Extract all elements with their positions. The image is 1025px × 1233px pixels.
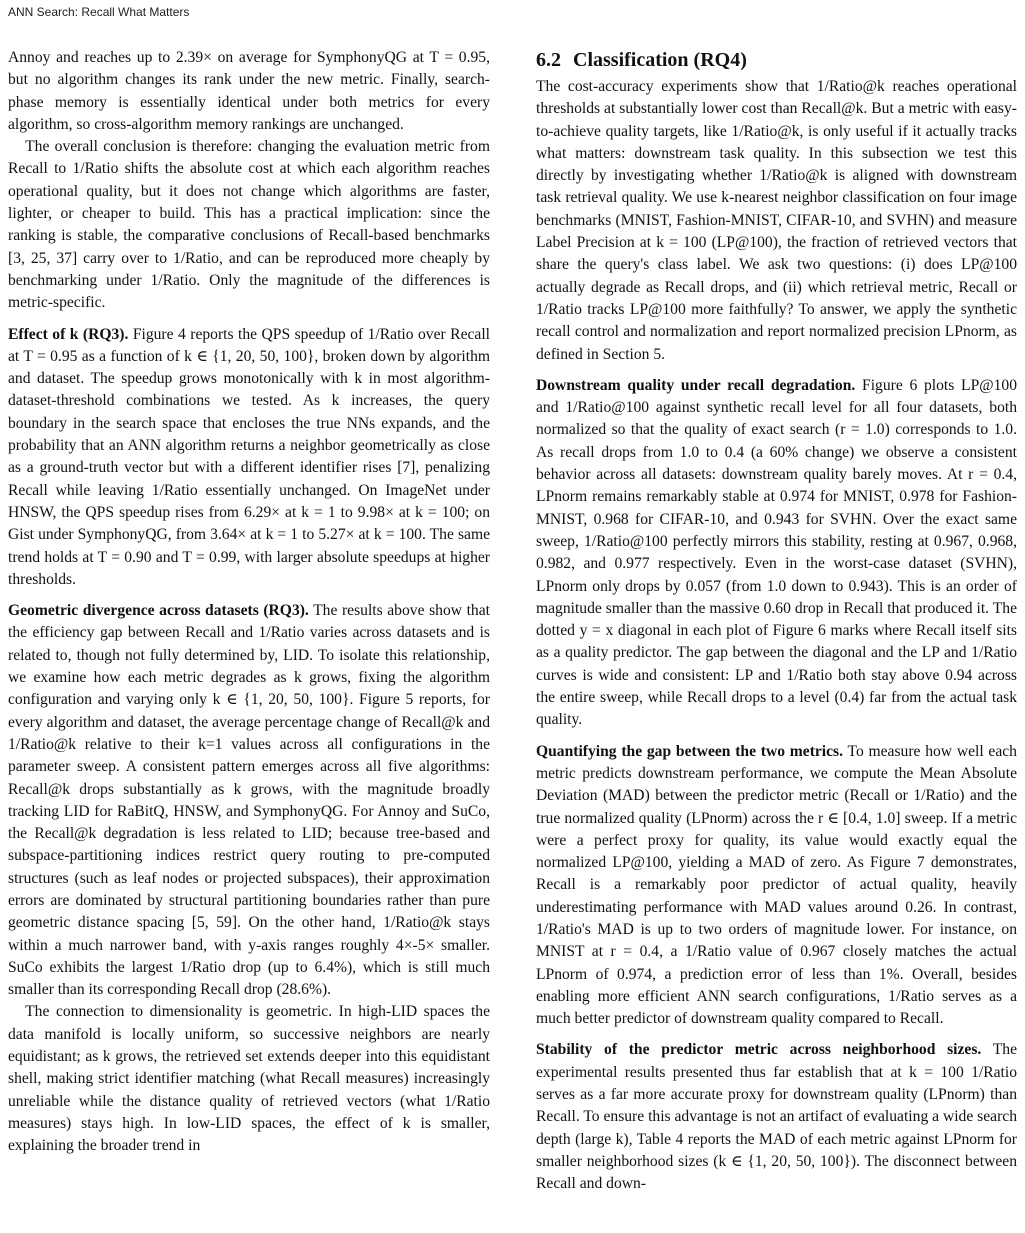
section-number: 6.2 [536,49,561,71]
effect-of-k-text: Figure 4 reports the QPS speedup of 1/Ratio over Recall at T = 0.95 as a function of k ∈ {1, 20, 50, 100}, broken down by algorithm and dataset. The speedup grows monotonically with k in most algorithm-dataset-threshold combinations we tested. As k increases, the query boundary in the search space that encloses the true NNs expands, and the probability that an ANN algorithm returns a neighbor geometrically as close as a ground-truth vector but with a different identifier rises [7], penalizing Recall while leaving 1/Ratio essentially unchanged. On ImageNet under HNSW, the QPS speedup rises from 6.29× at k = 1 to 9.98× at k = 100; on Gist under SymphonyQG, from 3.64× at k = 1 to 5.27× at k = 100. The same trend holds at T = 0.90 and T = 0.99, with larger absolute speedups at higher thresholds. [8,325,490,588]
geometric-divergence-paragraph [8,600,490,1001]
quantifying-gap-text: To measure how well each metric predicts downstream performance, we compute the Mean Absolute Deviation (MAD) between the predictor metric (Recall or 1/Ratio) and the true normalized quality (LPnorm) across the r ∈ [0.4, 1.0] sweep. If a metric were a perfect proxy for quality, its value would exactly equal the normalized LP@100, yielding a MAD of zero. As Figure 7 demonstrates, Recall is a remarkably poor predictor of actual quality, heavily underestimating performance with MAD values around 0.26. In contrast, 1/Ratio's MAD is up to two orders of magnitude lower. For instance, on MNIST at r = 0.4, a 1/Ratio value of 0.967 closely matches the actual LPnorm of 0.974, a prediction error of less than 1%. Overall, besides enabling more efficient ANN search configurations, 1/Ratio serves as a much better predictor of downstream quality compared to Recall. [536,742,1017,1028]
geometric-divergence-text: The results above show that the efficiency gap between Recall and 1/Ratio varies across datasets and is related to, though not fully determined by, LID. To isolate this relationship, we examine how each metric degrades as k grows, fixing the algorithm configuration and varying only k ∈ {1, 20, 50, 100}. Figure 5 reports, for every algorithm and dataset, the average percentage change of Recall@k and 1/Ratio@k relative to their k=1 values across all configurations in the parameter sweep. A consistent pattern emerges across all five algorithms: Recall@k drops substantially as k grows, with the magnitude broadly tracking LID for RaBitQ, HNSW, and SymphonyQG. For Annoy and SuCo, the Recall@k degradation is less related to LID; because tree-based and subspace-partitioning indices restrict query routing to pre-computed structures (such as leaf nodes or projected subspaces), their approximation errors are dominated by structural partitioning boundaries rather than pure geometric distance spacing [5, 59]. On the other hand, 1/Ratio@k stays within a much narrower band, with y-axis ranges roughly 4×-5× smaller. SuCo exhibits the largest 1/Ratio drop (up to 6.4%), which is still much smaller than its corresponding Recall drop (28.6%). [8,602,490,999]
left-paragraph-1: Annoy and reaches up to 2.39× on average for SymphonyQG at T = 0.95, but no algorithm changes its rank under the new metric. Finally, search-phase memory is essentially identical under both metrics for every algorithm, so cross-algorithm memory rankings are unchanged. [8,49,490,133]
section-heading [536,47,1017,73]
right-paragraph-1: The cost-accuracy experiments show that 1/Ratio@k reaches operational thresholds at substantially lower cost than Recall@k. But a metric with easy-to-achieve quality targets, like 1/Ratio@k, is only useful if it actually tracks what matters: downstream task quality. In this subsection we test this directly by investigating whether 1/Ratio@k is aligned with downstream task retrieval quality. We use k-nearest neighbor classification on four image benchmarks (MNIST, Fashion-MNIST, CIFAR-10, and SVHN) and measure Label Precision at k = 100 (LP@100), the fraction of retrieved vectors that share the query's class label. We ask two questions: (i) does LP@100 actually degrade as Recall drops, and (ii) which retrieval metric, Recall or 1/Ratio tracks LP@100 more faithfully? To answer, we apply the synthetic recall control and normalization and report normalized precision LPnorm, as defined in Section 5. [536,78,1017,363]
right-column [536,47,1017,1196]
stability-heading: Stability of the predictor metric across neighborhood sizes. [536,1041,982,1059]
downstream-quality-paragraph [536,375,1017,732]
effect-of-k-heading: Effect of k (RQ3). [8,325,129,343]
running-header: ANN Search: Recall What Matters [8,5,190,19]
downstream-quality-text: Figure 6 plots LP@100 and 1/Ratio@100 against synthetic recall level for all four datasets, both normalized so that the quality of exact search (r = 1.0) corresponds to 1.0. As recall drops from 1.0 to 0.4 (a 60% change) we observe a consistent behavior across all datasets: downstream quality barely moves. At r = 0.4, LPnorm remains remarkably stable at 0.974 for MNIST, 0.978 for Fashion-MNIST, 0.968 for CIFAR-10, and 0.943 for SVHN. Over the exact same sweep, 1/Ratio@100 perfectly mirrors this stability, resting at 0.967, 0.968, 0.982, and 0.977 respectively. Even in the worst-case dataset (SVHN), LPnorm only drops by 0.057 (from 1.0 down to 0.943). This is an order of magnitude smaller than the massive 0.60 drop in Recall that produced it. The dotted y = x diagonal in each plot of Figure 6 marks where Recall itself sits as a quality predictor. The gap between the diagonal and the LP and 1/Ratio curves is wide and consistent: LP and 1/Ratio both stay above 0.94 across the entire sweep, while Recall drops to a level (0.4) far from the actual task quality. [536,376,1017,729]
effect-of-k-paragraph [8,324,490,592]
left-paragraph-2: The overall conclusion is therefore: changing the evaluation metric from Recall to 1/Ratio shifts the absolute cost at which each algorithm reaches operational quality, but it does not change which algorithms are faster, lighter, or cheaper to build. This has a practical implication: since the ranking is stable, the comparative conclusions of Recall-based benchmarks [3, 25, 37] carry over to 1/Ratio, and can be reproduced more cheaply by benchmarking under 1/Ratio. Only the magnitude of the differences is metric-specific. [8,138,490,312]
quantifying-gap-heading: Quantifying the gap between the two metrics. [536,742,844,760]
stability-paragraph [536,1039,1017,1195]
downstream-quality-heading: Downstream quality under recall degradation. [536,376,856,394]
stability-text: The experimental results presented thus far establish that at k = 100 1/Ratio serves as a far more accurate proxy for downstream quality (LPnorm) than Recall. To ensure this advantage is not an artifact of evaluating a wide search depth (large k), Table 4 reports the MAD of each metric against LPnorm for smaller neighborhood sizes (k ∈ {1, 20, 50, 100}). The disconnect between Recall and down- [536,1041,1017,1193]
geometric-divergence-heading: Geometric divergence across datasets (RQ3). [8,602,309,620]
quantifying-gap-paragraph [536,741,1017,1031]
section-title: Classification (RQ4) [573,49,747,71]
left-paragraph-5: The connection to dimensionality is geometric. In high-LID spaces the data manifold is locally uniform, so successive neighbors are nearly equidistant; as k grows, the retrieved set extends deeper into this equidistant shell, making strict identifier matching (what Recall measures) increasingly unreliable while the distance quality of retrieved vectors (what 1/Ratio measures) stays high. In low-LID spaces, the effect of k is smaller, explaining the broader trend in [8,1003,490,1155]
left-column [8,47,490,1158]
